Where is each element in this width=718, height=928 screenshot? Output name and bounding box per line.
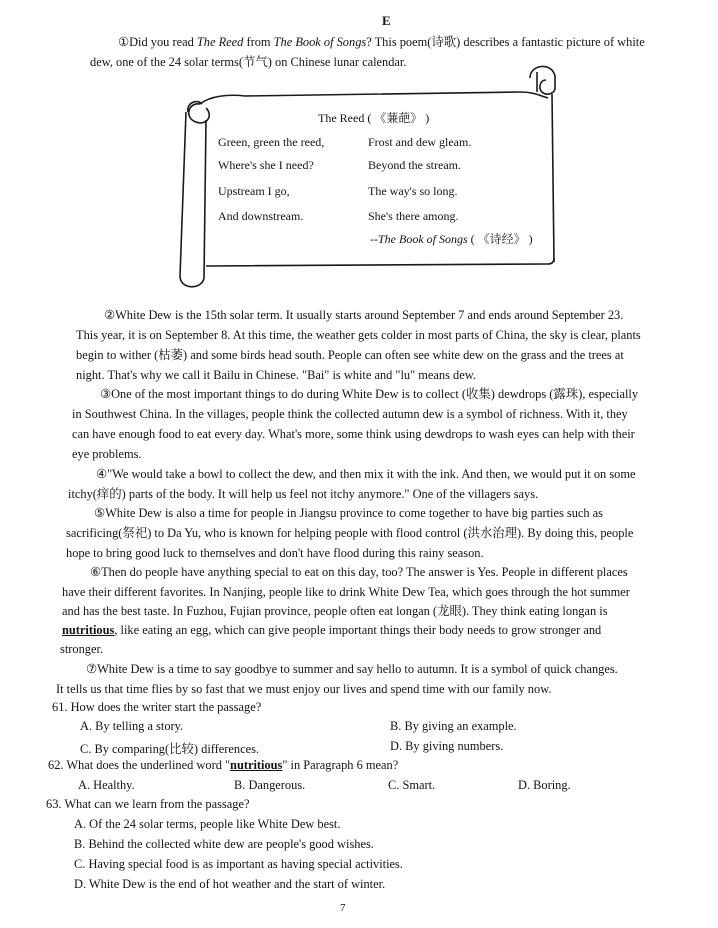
poem-left-line: Green, green the reed, bbox=[218, 135, 325, 149]
paragraph-3-line: ③One of the most important things to do during White Dew is to collect (收集) dewdrops (露珠), especially bbox=[100, 387, 639, 401]
poem-right-line: The way's so long. bbox=[368, 184, 458, 198]
poem-right-line: She's there among. bbox=[368, 209, 459, 223]
paragraph-3-line: eye problems. bbox=[72, 447, 142, 461]
paragraph-2-line: ②White Dew is the 15th solar term. It usually starts around September 7 and ends around September 23. bbox=[104, 308, 624, 322]
paragraph-5-line: hope to bring good luck to themselves and don't have flood during this rainy season. bbox=[66, 546, 484, 560]
question-63-option-c[interactable]: C. Having special food is as important as having special activities. bbox=[74, 857, 403, 871]
paragraph-6-line: stronger. bbox=[60, 642, 104, 656]
paragraph-2-line: This year, it is on September 8. At this time, the weather gets colder in most parts of China, the sky is clear, plants bbox=[76, 328, 641, 342]
paragraph-3-line: in Southwest China. In the villages, people think the collected autumn dew is a symbol of richness. With it, they bbox=[72, 407, 628, 421]
poem-right-line: Frost and dew gleam. bbox=[368, 135, 472, 149]
question-62-option-d[interactable]: D. Boring. bbox=[518, 778, 571, 792]
question-62-stem: 62. What does the underlined word "nutritious" in Paragraph 6 mean? bbox=[48, 758, 399, 772]
page-number: 7 bbox=[340, 902, 346, 914]
poem-source: --The Book of Songs ( 《诗经》 ) bbox=[370, 232, 533, 246]
question-63-option-b[interactable]: B. Behind the collected white dew are people's good wishes. bbox=[74, 837, 374, 851]
question-61-option-d[interactable]: D. By giving numbers. bbox=[390, 739, 504, 753]
paragraph-4-line: itchy(痒的) parts of the body. It will help us feel not itchy anymore." One of the villagers says. bbox=[68, 487, 539, 501]
poem-left-line: Upstream I go, bbox=[218, 184, 290, 198]
poem-left-line: Where's she I need? bbox=[218, 158, 314, 172]
paragraph-1-line-1: ①Did you read The Reed from The Book of Songs? This poem(诗歌) describes a fantastic picture of white bbox=[118, 35, 645, 49]
poem-right-line: Beyond the stream. bbox=[368, 158, 461, 172]
paragraph-6-line: nutritious, like eating an egg, which can give people important things their body needs to grow stronger and bbox=[62, 623, 602, 637]
question-62-option-b[interactable]: B. Dangerous. bbox=[234, 778, 306, 792]
paragraph-6-line: and has the best taste. In Fuzhou, Fujian province, people often eat longan (龙眼). They think eating longan is bbox=[62, 604, 608, 618]
section-letter: E bbox=[382, 13, 391, 28]
question-61-option-a[interactable]: A. By telling a story. bbox=[80, 719, 184, 733]
paragraph-2-line: night. That's why we call it Bailu in Chinese. "Bai" is white and "lu" means dew. bbox=[76, 368, 476, 382]
question-63-option-d[interactable]: D. White Dew is the end of hot weather and the start of winter. bbox=[74, 877, 386, 891]
underlined-word: nutritious bbox=[62, 623, 115, 637]
paragraph-4-line: ④"We would take a bowl to collect the dew, and then mix it with the ink. And then, we would put it on some bbox=[96, 467, 636, 481]
question-61-stem: 61. How does the writer start the passage? bbox=[52, 700, 262, 714]
paragraph-6-line: have their different favorites. In Nanjing, people like to drink White Dew Tea, which goes through the hot summer bbox=[62, 585, 630, 599]
question-61-option-c[interactable]: C. By comparing(比较) differences. bbox=[80, 742, 260, 756]
paragraph-7-line: It tells us that time flies by so fast that we must enjoy our lives and spend time with our family now. bbox=[56, 682, 552, 696]
question-63-option-a[interactable]: A. Of the 24 solar terms, people like White Dew best. bbox=[74, 817, 341, 831]
poem-title: The Reed ( 《蒹葩》 ) bbox=[318, 111, 430, 125]
paragraph-6-line: ⑥Then do people have anything special to eat on this day, too? The answer is Yes. People in different places bbox=[90, 565, 628, 579]
question-62-option-c[interactable]: C. Smart. bbox=[388, 778, 436, 792]
question-61-option-b[interactable]: B. By giving an example. bbox=[390, 719, 517, 733]
question-63-stem: 63. What can we learn from the passage? bbox=[46, 797, 250, 811]
question-62-option-a[interactable]: A. Healthy. bbox=[78, 778, 135, 792]
paragraph-7-line: ⑦White Dew is a time to say goodbye to summer and say hello to autumn. It is a symbol of quick changes. bbox=[86, 662, 618, 676]
paragraph-5-line: sacrificing(祭祀) to Da Yu, who is known for helping people with flood control (洪水治理). By doing this, people bbox=[66, 526, 634, 540]
poem-left-line: And downstream. bbox=[218, 209, 304, 223]
paragraph-5-line: ⑤White Dew is also a time for people in Jiangsu province to come together to have big parties such as bbox=[94, 506, 604, 520]
paragraph-3-line: can have enough food to eat every day. What's more, some think using dewdrops to wash eyes can help with their bbox=[72, 427, 635, 441]
paragraph-2-line: begin to wither (枯萎) and some birds head south. People can often see white dew on the grass and the trees at bbox=[76, 348, 624, 362]
paragraph-1-line-2: dew, one of the 24 solar terms(节气) on Chinese lunar calendar. bbox=[90, 55, 407, 69]
